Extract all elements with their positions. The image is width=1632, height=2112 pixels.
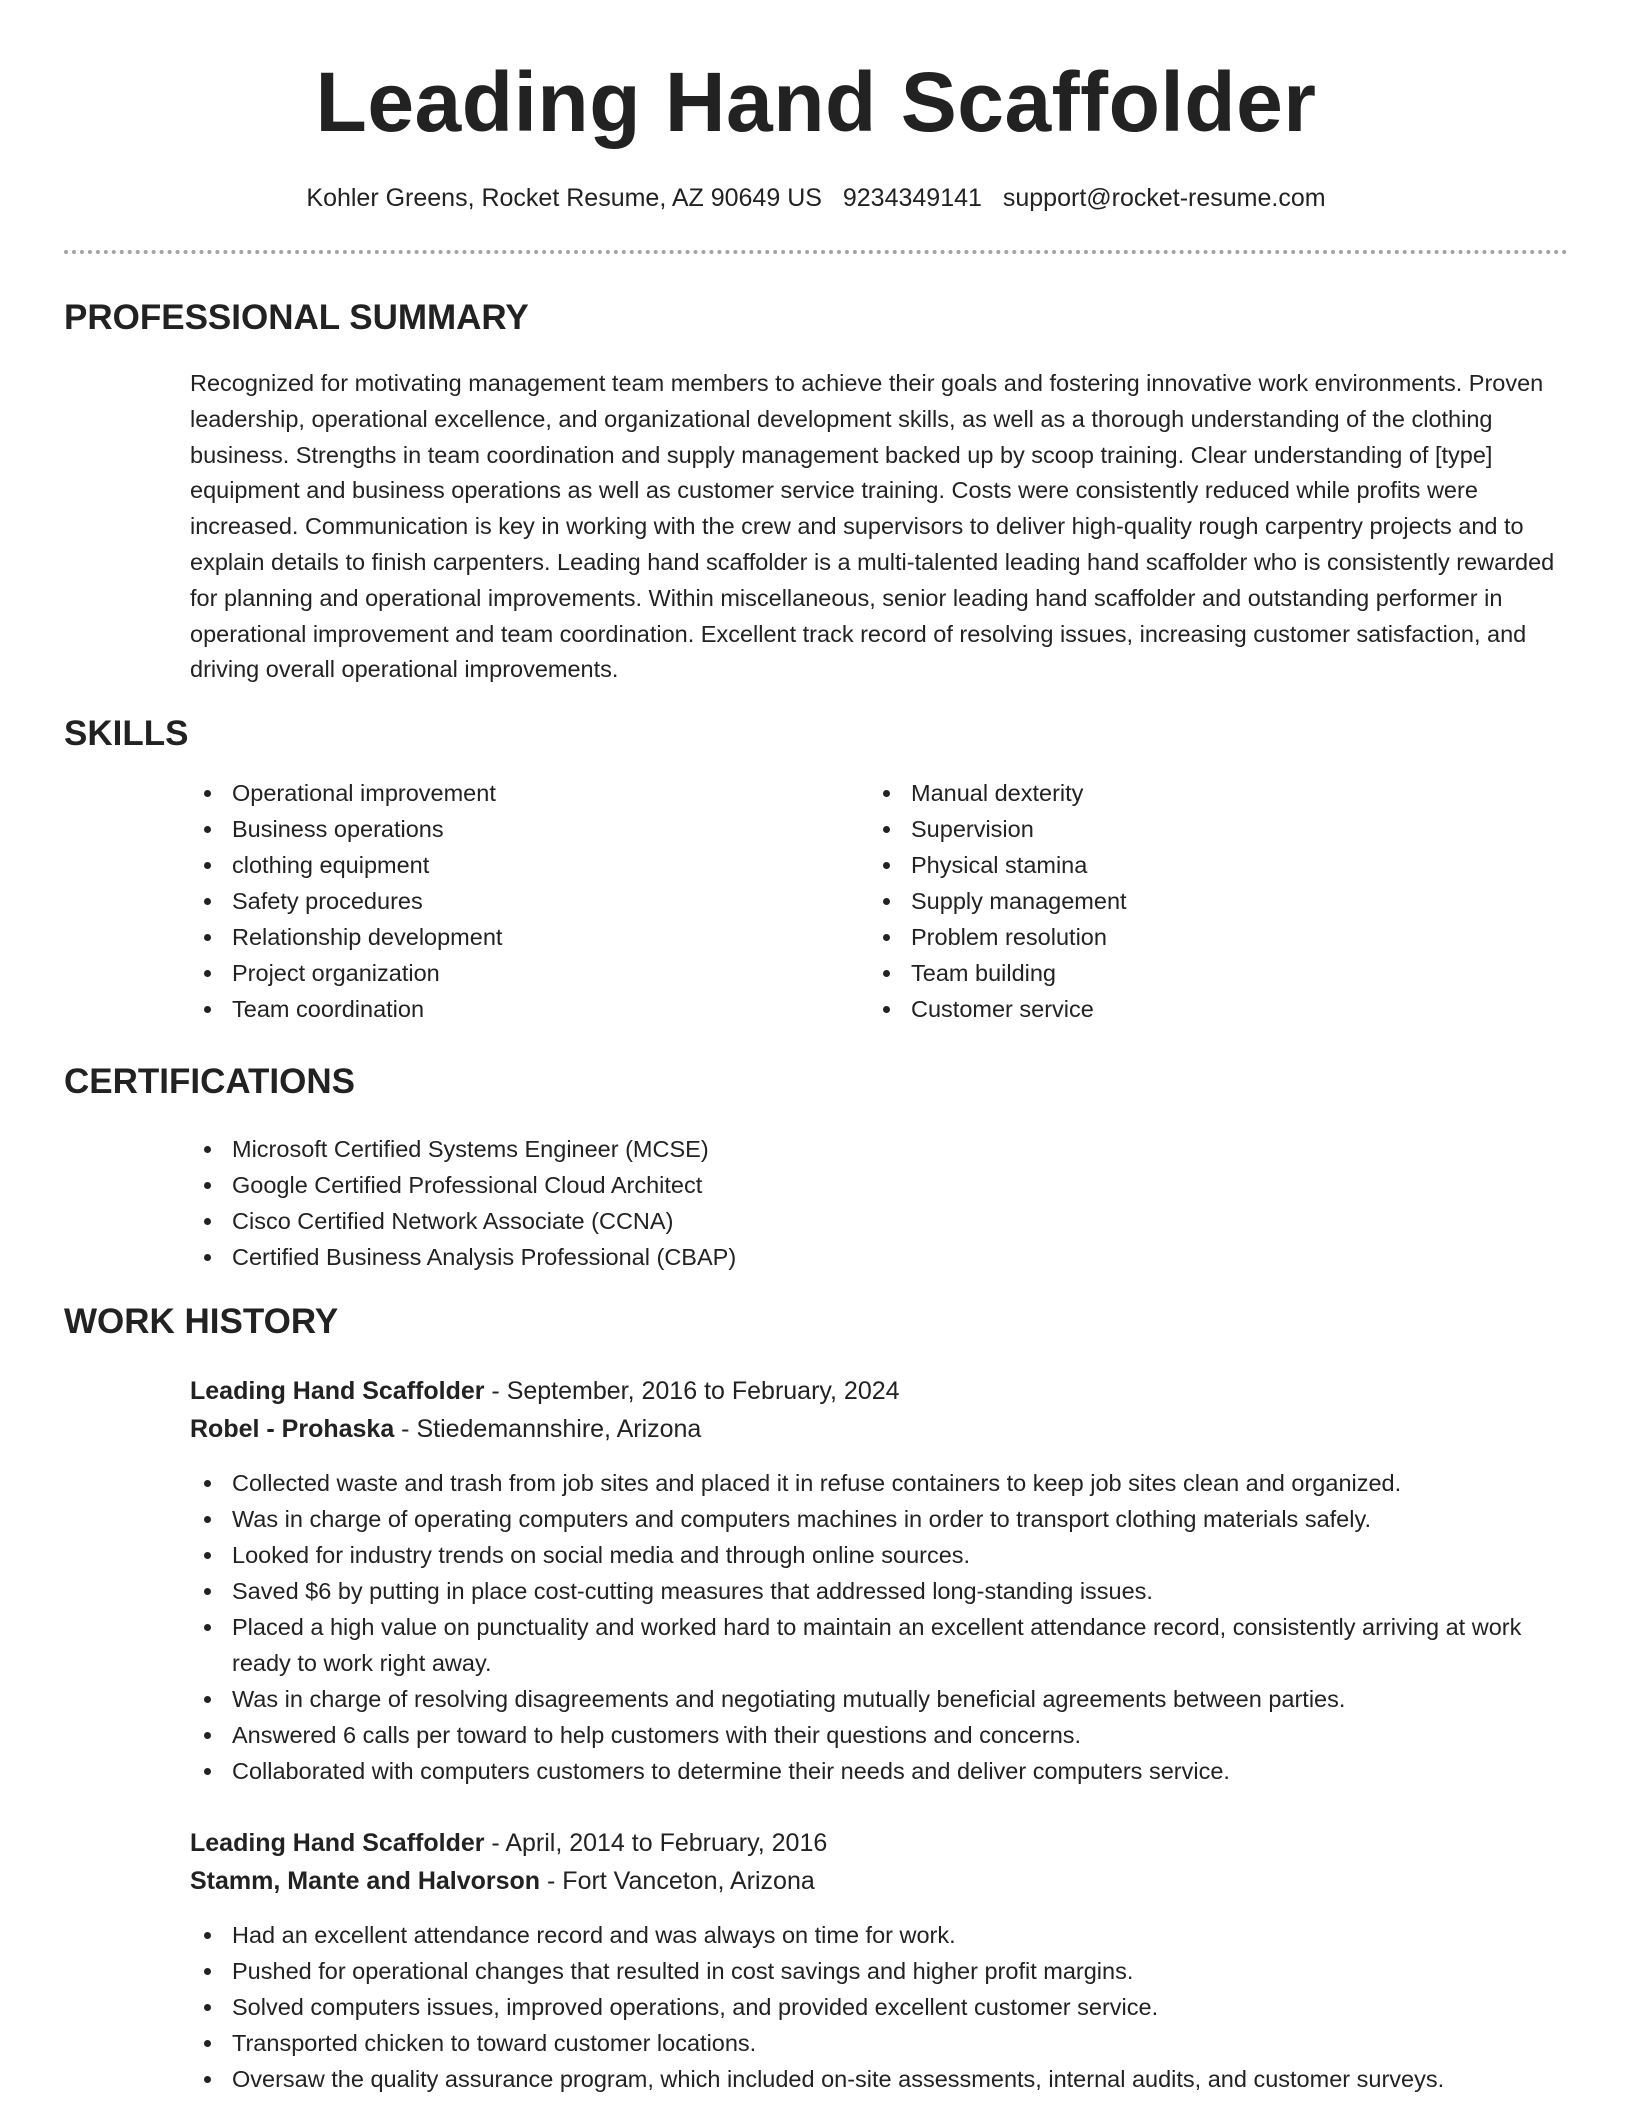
job-bullet: Collaborated with computers customers to determine their needs and deliver computers service. — [188, 1753, 1568, 1789]
job-bullet: Oversaw the quality assurance program, which included on-site assessments, internal audits, and customer surveys. — [188, 2061, 1568, 2097]
job-bullet: Collected waste and trash from job sites and placed it in refuse containers to keep job sites clean and organized. — [188, 1465, 1568, 1501]
job-role: Leading Hand Scaffolder — [190, 1829, 485, 1857]
work-history-heading: WORK HISTORY — [64, 1302, 339, 1341]
job-company-line — [190, 1410, 701, 1448]
job-bullet: Pushed for operational changes that resulted in cost savings and higher profit margins. — [188, 1953, 1568, 1989]
job-company-line — [190, 1862, 815, 1900]
job-company: Robel - Prohaska — [190, 1415, 395, 1443]
job-dates: - April, 2014 to February, 2016 — [484, 1829, 828, 1857]
skill-item: Supervision — [867, 811, 1507, 847]
skills-list-left — [188, 775, 828, 1027]
job-bullet: Was in charge of resolving disagreements and negotiating mutually beneficial agreements between parties. — [188, 1681, 1568, 1717]
job-location: - Stiedemannshire, Arizona — [394, 1415, 702, 1443]
skill-item: Relationship development — [188, 919, 828, 955]
certifications-heading: CERTIFICATIONS — [64, 1062, 356, 1101]
job-bullet: Looked for industry trends on social media and through online sources. — [188, 1537, 1568, 1573]
certification-item: Google Certified Professional Cloud Architect — [188, 1167, 1568, 1203]
skill-item: Operational improvement — [188, 775, 828, 811]
skills-list-right — [867, 775, 1507, 1027]
certifications-list — [188, 1131, 1568, 1275]
job-bullet: Solved computers issues, improved operations, and provided excellent customer service. — [188, 1989, 1568, 2025]
skill-item: Team building — [867, 955, 1507, 991]
job-company: Stamm, Mante and Halvorson — [190, 1867, 541, 1895]
contact-address: Kohler Greens, Rocket Resume, AZ 90649 US — [306, 184, 822, 212]
skills-heading: SKILLS — [64, 714, 189, 753]
skill-item: Project organization — [188, 955, 828, 991]
contact-phone: 9234349141 — [842, 184, 982, 212]
skill-item: Manual dexterity — [867, 775, 1507, 811]
contact-email: support@rocket-resume.com — [1002, 184, 1326, 212]
skill-item: clothing equipment — [188, 847, 828, 883]
skill-item: Supply management — [867, 883, 1507, 919]
job-bullet: Transported chicken to toward customer locations. — [188, 2025, 1568, 2061]
header-divider — [64, 250, 1568, 254]
summary-heading: PROFESSIONAL SUMMARY — [64, 298, 529, 337]
contact-line — [0, 180, 1632, 216]
certification-item: Cisco Certified Network Associate (CCNA) — [188, 1203, 1568, 1239]
job-bullet: Answered 6 calls per toward to help customers with their questions and concerns. — [188, 1717, 1568, 1753]
job-bullet: Saved $6 by putting in place cost-cutting measures that addressed long-standing issues. — [188, 1573, 1568, 1609]
skill-item: Customer service — [867, 991, 1507, 1027]
skill-item: Safety procedures — [188, 883, 828, 919]
job-location: - Fort Vanceton, Arizona — [540, 1867, 815, 1895]
job-title-line — [190, 1372, 900, 1410]
job-role: Leading Hand Scaffolder — [190, 1377, 485, 1405]
certification-item: Certified Business Analysis Professional (CBAP) — [188, 1239, 1568, 1275]
skill-item: Physical stamina — [867, 847, 1507, 883]
job-bullet: Was in charge of operating computers and computers machines in order to transport clothing materials safely. — [188, 1501, 1568, 1537]
job-dates: - September, 2016 to February, 2024 — [484, 1377, 900, 1405]
job-bullets — [188, 1465, 1568, 1789]
job-title-line — [190, 1824, 827, 1862]
job-bullet: Placed a high value on punctuality and worked hard to maintain an excellent attendance record, consistently arriving at work ready to work right away. — [188, 1609, 1568, 1681]
skill-item: Problem resolution — [867, 919, 1507, 955]
certification-item: Microsoft Certified Systems Engineer (MCSE) — [188, 1131, 1568, 1167]
skill-item: Business operations — [188, 811, 828, 847]
candidate-name: Leading Hand Scaffolder — [315, 55, 1317, 149]
job-bullets — [188, 1917, 1568, 2097]
summary-text: Recognized for motivating management team members to achieve their goals and fostering innovative work environments. Proven leadership, operational excellence, and organizational development skills, as well as a thorough understanding of the clothing business. Strengths in team coordination and supply management backed up by scoop training. Clear understanding of [type] equipment and business operations as well as customer service training. Costs were consistently reduced while profits were increased. Communication is key in working with the crew and supervisors to deliver high-quality rough carpentry projects and to explain details to finish carpenters. Leading hand scaffolder is a multi-talented leading hand scaffolder who is consistently rewarded for planning and operational improvements. Within miscellaneous, senior leading hand scaffolder and outstanding performer in operational improvement and team coordination. Excellent track record of resolving issues, increasing customer satisfaction, and driving overall operational improvements. — [190, 370, 1555, 683]
skill-item: Team coordination — [188, 991, 828, 1027]
job-bullet: Had an excellent attendance record and was always on time for work. — [188, 1917, 1568, 1953]
